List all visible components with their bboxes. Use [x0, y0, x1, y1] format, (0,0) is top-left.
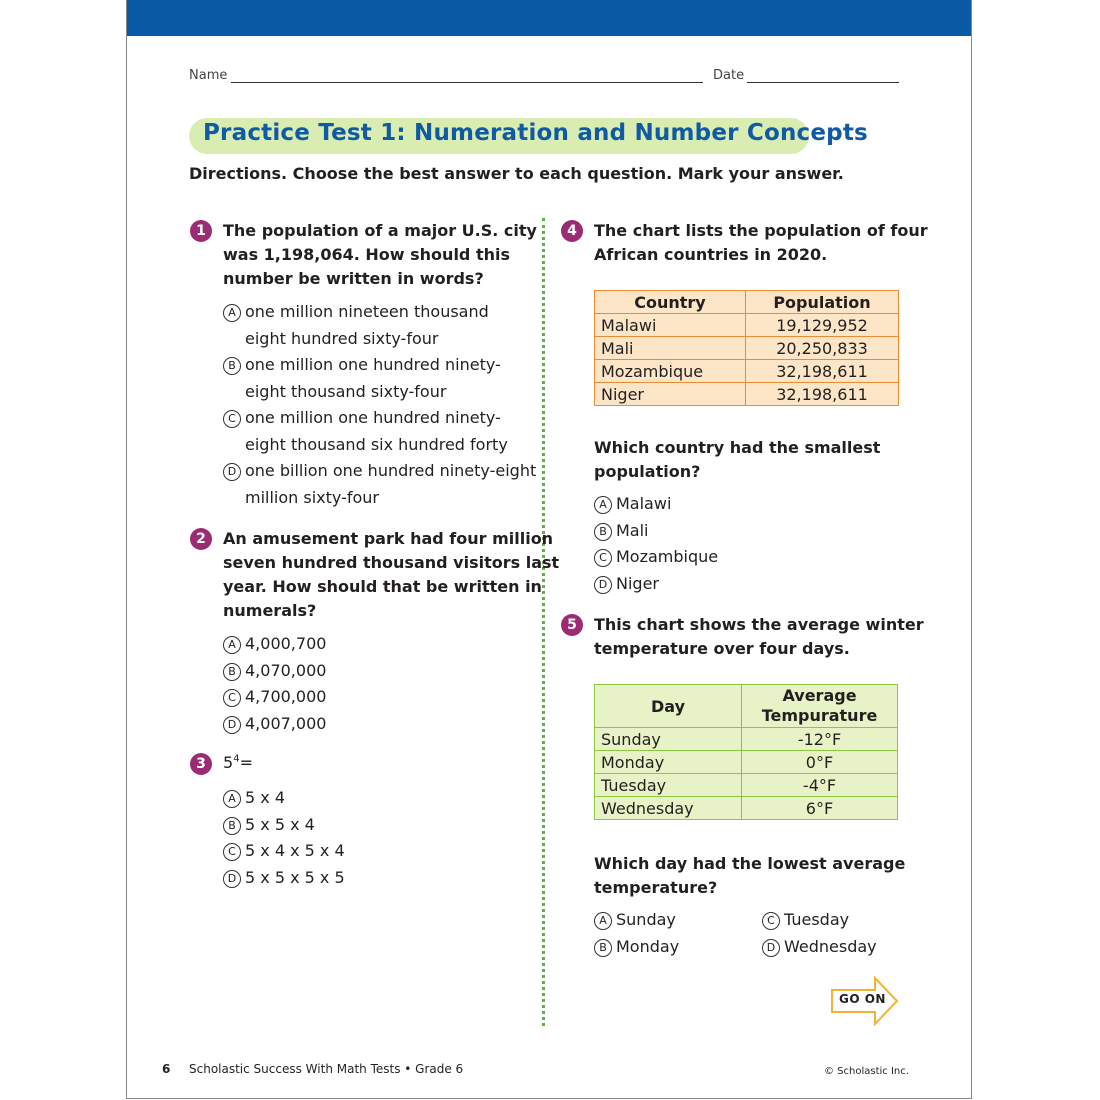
question-number-2: 2 [190, 528, 212, 550]
option-c[interactable] [223, 684, 326, 711]
answer-bubble-c[interactable]: C [223, 410, 241, 428]
column-header [742, 685, 898, 728]
option-text: 4,070,000 [245, 660, 327, 680]
answer-bubble-b[interactable]: B [223, 817, 241, 835]
population-table [594, 290, 899, 406]
question-4-text [594, 219, 928, 267]
option-text: 4,000,700 [245, 634, 327, 653]
option-a[interactable] [594, 491, 718, 518]
option-a[interactable] [223, 785, 345, 812]
option-text: 5 x 4 [245, 788, 285, 807]
option-b[interactable] [594, 934, 679, 961]
answer-bubble-b[interactable]: B [223, 357, 241, 375]
answer-bubble-c[interactable]: C [762, 912, 780, 930]
book-title: Scholastic Success With Math Tests • Grade 6 [189, 1062, 464, 1076]
question-1-line: was 1,198,064. How should this [223, 245, 510, 264]
option-b[interactable] [594, 518, 718, 545]
table-header-row [595, 685, 898, 728]
answer-bubble-a[interactable]: A [223, 790, 241, 808]
page-number: 6 [162, 1062, 171, 1076]
table-cell: Mali [595, 337, 746, 360]
go-on-label: GO ON [839, 992, 886, 1006]
column-header: Country [595, 291, 746, 314]
answer-bubble-d[interactable]: D [594, 576, 612, 594]
question-5-prompt-line: temperature? [594, 878, 718, 897]
question-5-line: temperature over four days. [594, 639, 850, 658]
table-cell: Niger [595, 383, 746, 406]
answer-bubble-d[interactable]: D [223, 716, 241, 734]
option-c[interactable] [594, 544, 718, 571]
question-5-text [594, 613, 924, 661]
table-row [595, 314, 899, 337]
page-title: Practice Test 1: Numeration and Number Concepts [203, 120, 868, 146]
question-number-1: 1 [190, 220, 212, 242]
question-1-options [223, 299, 536, 511]
table-cell: 19,129,952 [746, 314, 899, 337]
table-cell: 6°F [742, 797, 898, 820]
option-b[interactable] [223, 352, 536, 379]
option-text: one million nineteen thousand [245, 302, 489, 321]
option-d[interactable] [223, 458, 536, 485]
question-4-prompt [594, 436, 880, 484]
option-text: 5 x 4 x 5 x 4 [245, 841, 345, 860]
top-color-bar [127, 0, 971, 36]
option-b[interactable] [223, 812, 345, 839]
option-text: Monday [616, 936, 680, 956]
table-cell: Malawi [595, 314, 746, 337]
table-cell: -4°F [742, 774, 898, 797]
question-2-line: seven hundred thousand visitors last [223, 553, 560, 572]
table-cell: Monday [595, 751, 742, 774]
table-row [595, 728, 898, 751]
option-text: Wednesday [784, 936, 877, 956]
directions-text: Directions. Choose the best answer to each question. Mark your answer. [189, 164, 844, 183]
table-row [595, 337, 899, 360]
option-text: 4,007,000 [245, 713, 327, 733]
option-text: Mozambique [616, 547, 719, 566]
question-number-5: 5 [561, 614, 583, 636]
question-number-3: 3 [190, 753, 212, 775]
base: 5 [223, 753, 234, 772]
answer-bubble-b[interactable]: B [223, 663, 241, 681]
option-text: one million one hundred ninety- [245, 355, 501, 374]
question-4-options [594, 491, 718, 597]
name-field[interactable] [231, 82, 703, 83]
option-text: Sunday [616, 910, 676, 929]
option-a-continued: eight hundred sixty-four [245, 328, 439, 348]
table-cell: -12°F [742, 728, 898, 751]
option-d[interactable] [223, 711, 326, 738]
option-text: Tuesday [784, 910, 850, 929]
question-4-prompt-line: population? [594, 462, 701, 481]
date-field[interactable] [747, 82, 899, 83]
option-text: one billion one hundred ninety-eight [245, 461, 537, 480]
option-c[interactable] [223, 838, 345, 865]
question-5-options-right [762, 907, 877, 960]
option-text: Niger [616, 573, 659, 593]
option-text: 4,700,000 [245, 687, 327, 706]
table-cell: Tuesday [595, 774, 742, 797]
copyright: © Scholastic Inc. [824, 1066, 909, 1077]
question-4-line: The chart lists the population of four [594, 221, 928, 240]
answer-bubble-a[interactable]: A [223, 636, 241, 654]
question-5-prompt [594, 852, 905, 900]
table-cell: 32,198,611 [746, 360, 899, 383]
table-row [595, 751, 898, 774]
option-b[interactable] [223, 658, 326, 685]
equals-sign: = [239, 753, 253, 772]
option-d[interactable] [223, 865, 345, 892]
answer-bubble-d[interactable]: D [762, 939, 780, 957]
header-line: Average [782, 686, 857, 705]
question-1-line: number be written in words? [223, 269, 484, 288]
option-a[interactable] [223, 631, 326, 658]
option-d[interactable] [762, 934, 877, 961]
name-label: Name [189, 68, 228, 83]
answer-bubble-a[interactable]: A [594, 912, 612, 930]
question-5-options-left [594, 907, 679, 960]
option-a[interactable] [223, 299, 536, 326]
option-c[interactable] [762, 907, 877, 934]
table-cell: Mozambique [595, 360, 746, 383]
temperature-table [594, 684, 898, 820]
option-b-continued: eight thousand sixty-four [245, 381, 447, 401]
question-number-4: 4 [561, 220, 583, 242]
exponent: 4 [233, 753, 240, 765]
column-header: Day [595, 685, 742, 728]
column-header: Population [746, 291, 899, 314]
date-label: Date [713, 68, 745, 83]
answer-bubble-d[interactable]: D [223, 870, 241, 888]
answer-bubble-b[interactable]: B [594, 523, 612, 541]
option-text: 5 x 5 x 5 x 5 [245, 867, 345, 887]
question-2-line: year. How should that be written in [223, 577, 542, 596]
table-row [595, 383, 899, 406]
question-2-line: An amusement park had four million [223, 529, 554, 548]
option-d-continued: million sixty-four [245, 487, 380, 507]
option-text: Mali [616, 520, 649, 540]
question-4-prompt-line: Which country had the smallest [594, 438, 881, 457]
question-1-text [223, 219, 537, 291]
answer-bubble-c[interactable]: C [223, 843, 241, 861]
answer-bubble-b[interactable]: B [594, 939, 612, 957]
option-a[interactable] [594, 907, 679, 934]
table-header-row [595, 291, 899, 314]
option-text: Malawi [616, 494, 672, 513]
worksheet-page [126, 0, 972, 1099]
table-cell: 0°F [742, 751, 898, 774]
option-text: one million one hundred ninety- [245, 408, 501, 427]
option-d[interactable] [594, 571, 718, 598]
table-row [595, 774, 898, 797]
option-c[interactable] [223, 405, 536, 432]
table-cell: Wednesday [595, 797, 742, 820]
table-cell: Sunday [595, 728, 742, 751]
answer-bubble-a[interactable]: A [223, 304, 241, 322]
question-2-line: numerals? [223, 601, 317, 620]
question-2-options [223, 631, 326, 737]
question-3-expression [223, 753, 253, 772]
question-3-options [223, 785, 345, 891]
answer-bubble-c[interactable]: C [223, 689, 241, 707]
table-cell: 20,250,833 [746, 337, 899, 360]
option-c-continued: eight thousand six hundred forty [245, 434, 508, 454]
question-5-line: This chart shows the average winter [594, 615, 924, 634]
answer-bubble-c[interactable]: C [594, 549, 612, 567]
table-row [595, 797, 898, 820]
answer-bubble-d[interactable]: D [223, 463, 241, 481]
question-2-text [223, 527, 559, 623]
question-4-line: African countries in 2020. [594, 245, 828, 264]
header-line: Tempurature [761, 706, 878, 725]
table-cell: 32,198,611 [746, 383, 899, 406]
option-text: 5 x 5 x 4 [245, 814, 315, 834]
question-5-prompt-line: Which day had the lowest average [594, 854, 906, 873]
question-1-line: The population of a major U.S. city [223, 221, 537, 240]
answer-bubble-a[interactable]: A [594, 496, 612, 514]
table-row [595, 360, 899, 383]
